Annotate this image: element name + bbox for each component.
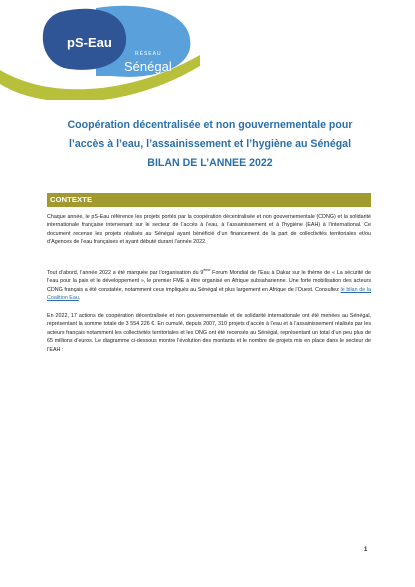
page-number: 1	[364, 547, 368, 553]
title-line-3: BILAN DE L’ANNEE 2022	[147, 157, 273, 169]
title-line-2: l’accès à l’eau, l’assainissement et l’hygiène au Sénégal	[68, 138, 352, 150]
title-line-1: Coopération décentralisée et non gouvernementale pour	[67, 119, 353, 131]
logo-brand-text: pS-Eau	[67, 35, 112, 50]
coalition-eau-link[interactable]: le bilan de la Coalition Eau	[47, 286, 371, 302]
paragraph-intro: Chaque année, le pS-Eau référence les projets portés par la coopération décentralisée et non gouvernementale (CDNG) et la solidarité internationale française intervenant sur le secteur de l’accès à l’eau, à l’assainissement et à l’hygiène (EAH) à l’international. Ce document recense les projets réalisés au Sénégal ayant bénéficié d’un financement de la part de collectivités territoriales et/ou d’Agences de l’eau françaises et ayant débuté durant l’année 2022.	[47, 214, 371, 246]
ps-eau-senegal-logo	[0, 0, 200, 100]
paragraph-forum	[47, 269, 371, 303]
superscript-eme: ème	[203, 268, 211, 273]
section-header-contexte: CONTEXTE	[47, 193, 371, 207]
paragraph-forum-text-a: Tout d’abord, l’année 2022 a été marquée par l’organisation du 9	[47, 270, 204, 276]
paragraph-forum-text-c: .	[78, 295, 81, 302]
paragraph-forum-text-b: Forum Mondial de l’Eau à Dakar sur le thème de « La sécurité de l’eau pour la paix et le développement », le premier FME à être organisé en Afrique subsaharienne. Une forte mobilisation des acteurs CDNG français a été constatée, notamment ceux impliqués au Sénégal et plus largement en Afrique de l’Ouest. Consultez	[47, 270, 371, 293]
paragraph-statistics: En 2022, 17 actions de coopération décentralisée et non gouvernementale et de solidarité internationale ont été menées au Sénégal, représentant la somme totale de 3 554 226 €. En cumulé, depuis 2007, 310 projets d’accès à l’eau et à l’assainissement réalisés par les acteurs français notamment les collectivités territoriales et les ONG ont été recensés au Sénégal, représentant un total d’un peu plus de 65 millions d’euros. Le diagramme ci-dessous montre l’évolution des montants et le nombre de projets mis en place dans le secteur de l’EAH :	[47, 313, 371, 353]
logo-country-text: Sénégal	[124, 59, 172, 74]
document-title	[30, 116, 390, 173]
logo-network-label: RÉSEAU	[135, 51, 162, 57]
logo-graphic	[0, 0, 200, 100]
